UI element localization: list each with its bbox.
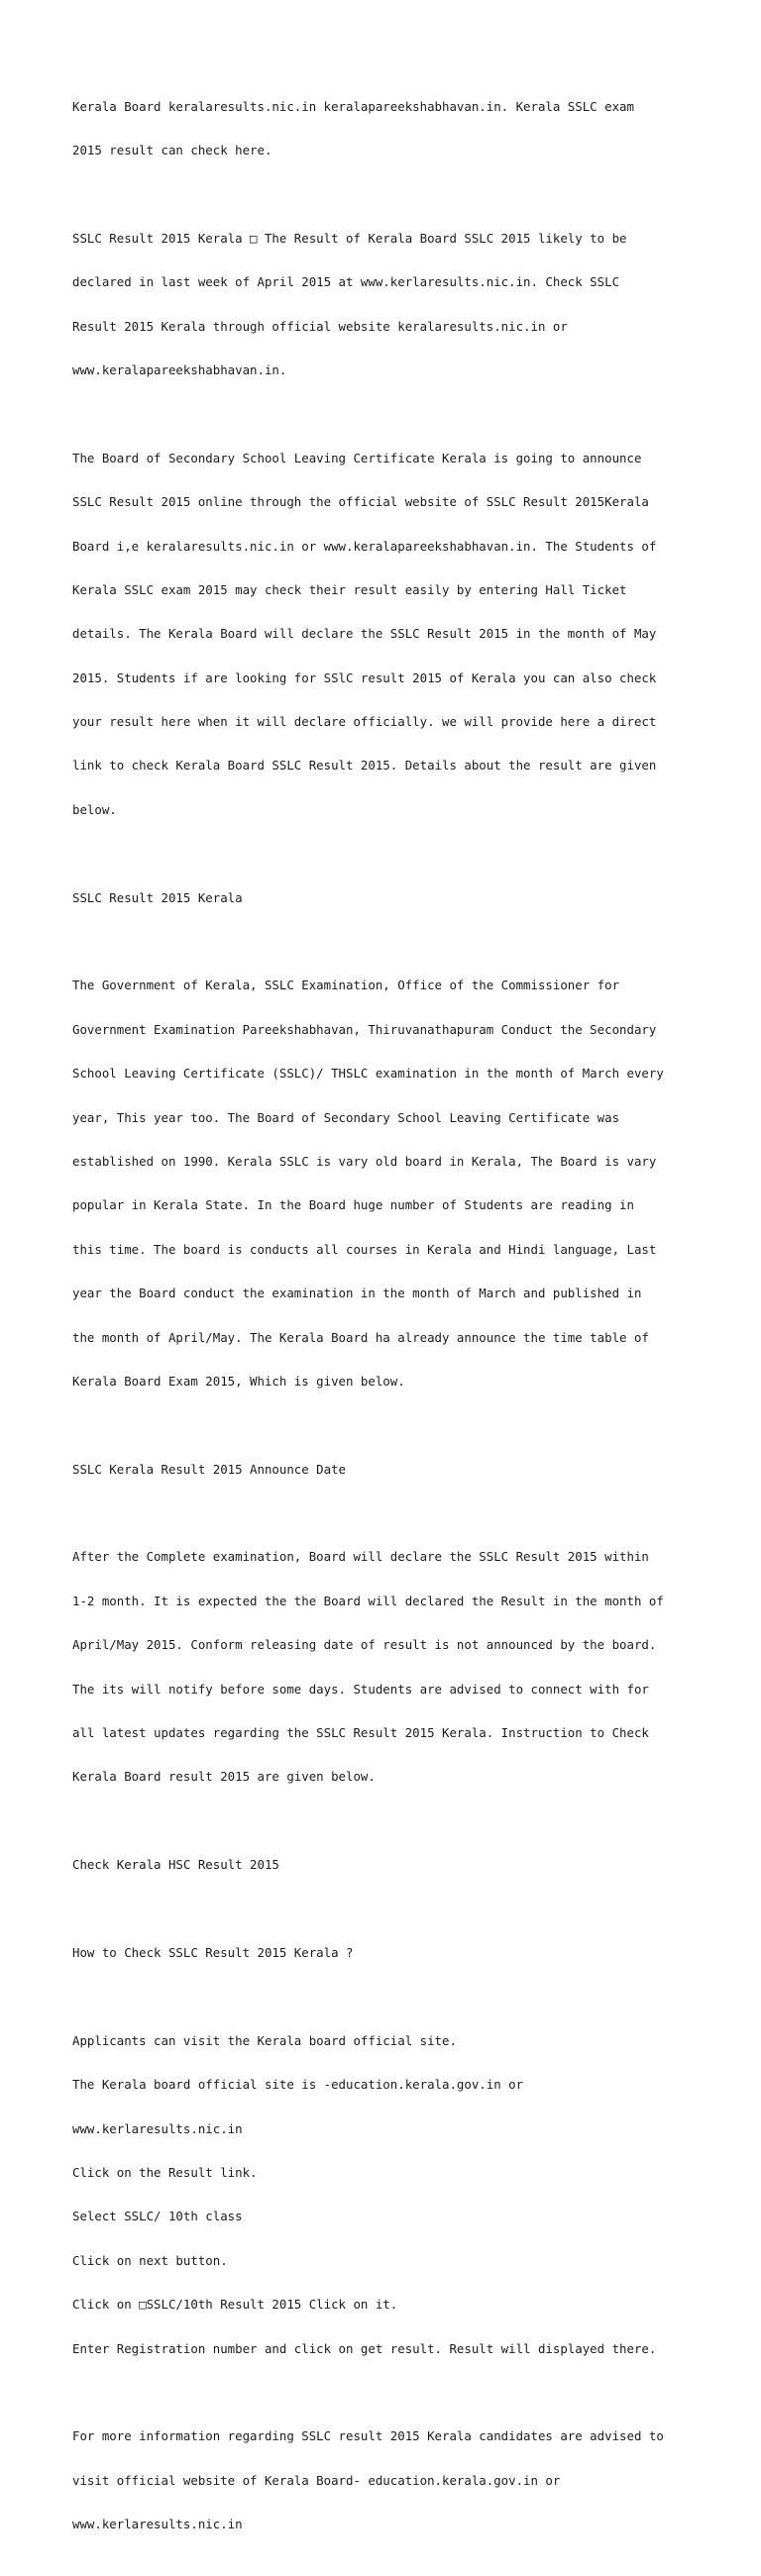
text-line: SSLC Result 2015 online through the official website of SSLC Result 2015Kerala	[72, 494, 649, 510]
step-line: Select SSLC/ 10th class	[72, 2209, 243, 2224]
text-line: The Government of Kerala, SSLC Examination, Office of the Commissioner for	[72, 978, 620, 993]
step-line: Click on next button.	[72, 2252, 228, 2268]
heading-text: SSLC Kerala Result 2015 Announce Date	[72, 1461, 347, 1477]
text-line: established on 1990. Kerala SSLC is vary old board in Kerala, The Board is vary	[72, 1153, 657, 1169]
text-line: Government Examination Pareekshabhavan, Thiruvanathapuram Conduct the Secondary	[72, 1021, 657, 1037]
text-line: Board i,e keralaresults.nic.in or www.keralapareekshabhavan.in. The Students of	[72, 538, 657, 554]
heading-text: Check Kerala HSC Result 2015	[72, 1857, 279, 1873]
text-line: April/May 2015. Conform releasing date of result is not announced by the board.	[72, 1637, 657, 1653]
text-line: below.	[72, 801, 117, 817]
text-line: this time. The board is conducts all courses in Kerala and Hindi language, Last	[72, 1241, 657, 1257]
text-line: declared in last week of April 2015 at www.kerlaresults.nic.in. Check SSLC	[72, 274, 620, 290]
paragraph-after-exam	[72, 1521, 697, 1814]
section-heading-how-to	[72, 1916, 697, 1990]
text-line: 2015 result can check here.	[72, 142, 272, 157]
text-line: 2015. Students if are looking for SSlC result 2015 of Kerala you can also check	[72, 670, 657, 685]
text-line: link to check Kerala Board SSLC Result 2015. Details about the result are given	[72, 758, 657, 773]
text-line: Kerala Board Exam 2015, Which is given below.	[72, 1373, 405, 1389]
section-heading-announce-date	[72, 1433, 697, 1506]
section-heading-sslc-result	[72, 862, 697, 935]
text-line: The its will notify before some days. Students are advised to connect with for	[72, 1681, 649, 1697]
text-line: visit official website of Kerala Board- education.kerala.gov.in or	[72, 2472, 561, 2488]
paragraph-intro	[72, 70, 697, 187]
paragraph-steps	[72, 2005, 697, 2386]
text-line: details. The Kerala Board will declare the SSLC Result 2015 in the month of May	[72, 626, 657, 642]
document-body	[72, 70, 697, 2576]
paragraph-government	[72, 950, 697, 1419]
heading-text: How to Check SSLC Result 2015 Kerala ?	[72, 1945, 354, 1960]
text-line: After the Complete examination, Board will declare the SSLC Result 2015 within	[72, 1549, 649, 1565]
text-line: www.keralapareekshabhavan.in.	[72, 361, 287, 377]
paragraph-summary	[72, 202, 697, 407]
text-line: year the Board conduct the examination in the month of March and published in	[72, 1286, 642, 1301]
step-line: Enter Registration number and click on get result. Result will displayed there.	[72, 2340, 657, 2356]
text-line: the month of April/May. The Kerala Board ha already announce the time table of	[72, 1329, 649, 1345]
text-line: SSLC Result 2015 Kerala □ The Result of Kerala Board SSLC 2015 likely to be	[72, 230, 627, 246]
text-line: Kerala Board result 2015 are given below.	[72, 1769, 376, 1785]
section-heading-hsc	[72, 1829, 697, 1903]
step-line: Click on □SSLC/10th Result 2015 Click on it.	[72, 2297, 398, 2313]
text-line: The Board of Secondary School Leaving Certificate Kerala is going to announce	[72, 450, 642, 465]
text-line: Kerala SSLC exam 2015 may check their result easily by entering Hall Ticket	[72, 581, 627, 597]
step-line: The Kerala board official site is -education.kerala.gov.in or	[72, 2077, 524, 2093]
text-line: School Leaving Certificate (SSLC)/ THSLC examination in the month of March every	[72, 1066, 664, 1082]
text-line: Result 2015 Kerala through official website keralaresults.nic.in or	[72, 318, 568, 334]
text-line: your result here when it will declare officially. we will provide here a direct	[72, 714, 657, 730]
text-line: Kerala Board keralaresults.nic.in keralapareekshabhavan.in. Kerala SSLC exam	[72, 98, 634, 114]
text-line: all latest updates regarding the SSLC Result 2015 Kerala. Instruction to Check	[72, 1725, 649, 1741]
text-line: 1-2 month. It is expected the the Board will declared the Result in the month of	[72, 1593, 664, 1608]
text-line: www.kerlaresults.nic.in	[72, 2517, 243, 2532]
paragraph-board-announce	[72, 422, 697, 847]
step-line: Applicants can visit the Kerala board official site.	[72, 2032, 457, 2048]
paragraph-more-info	[72, 2401, 697, 2562]
step-line: Click on the Result link.	[72, 2164, 258, 2180]
heading-text: SSLC Result 2015 Kerala	[72, 889, 243, 905]
step-line: www.kerlaresults.nic.in	[72, 2120, 243, 2136]
text-line: year, This year too. The Board of Secondary School Leaving Certificate was	[72, 1109, 620, 1125]
text-line: popular in Kerala State. In the Board huge number of Students are reading in	[72, 1197, 634, 1213]
text-line: For more information regarding SSLC result 2015 Kerala candidates are advised to	[72, 2428, 664, 2444]
